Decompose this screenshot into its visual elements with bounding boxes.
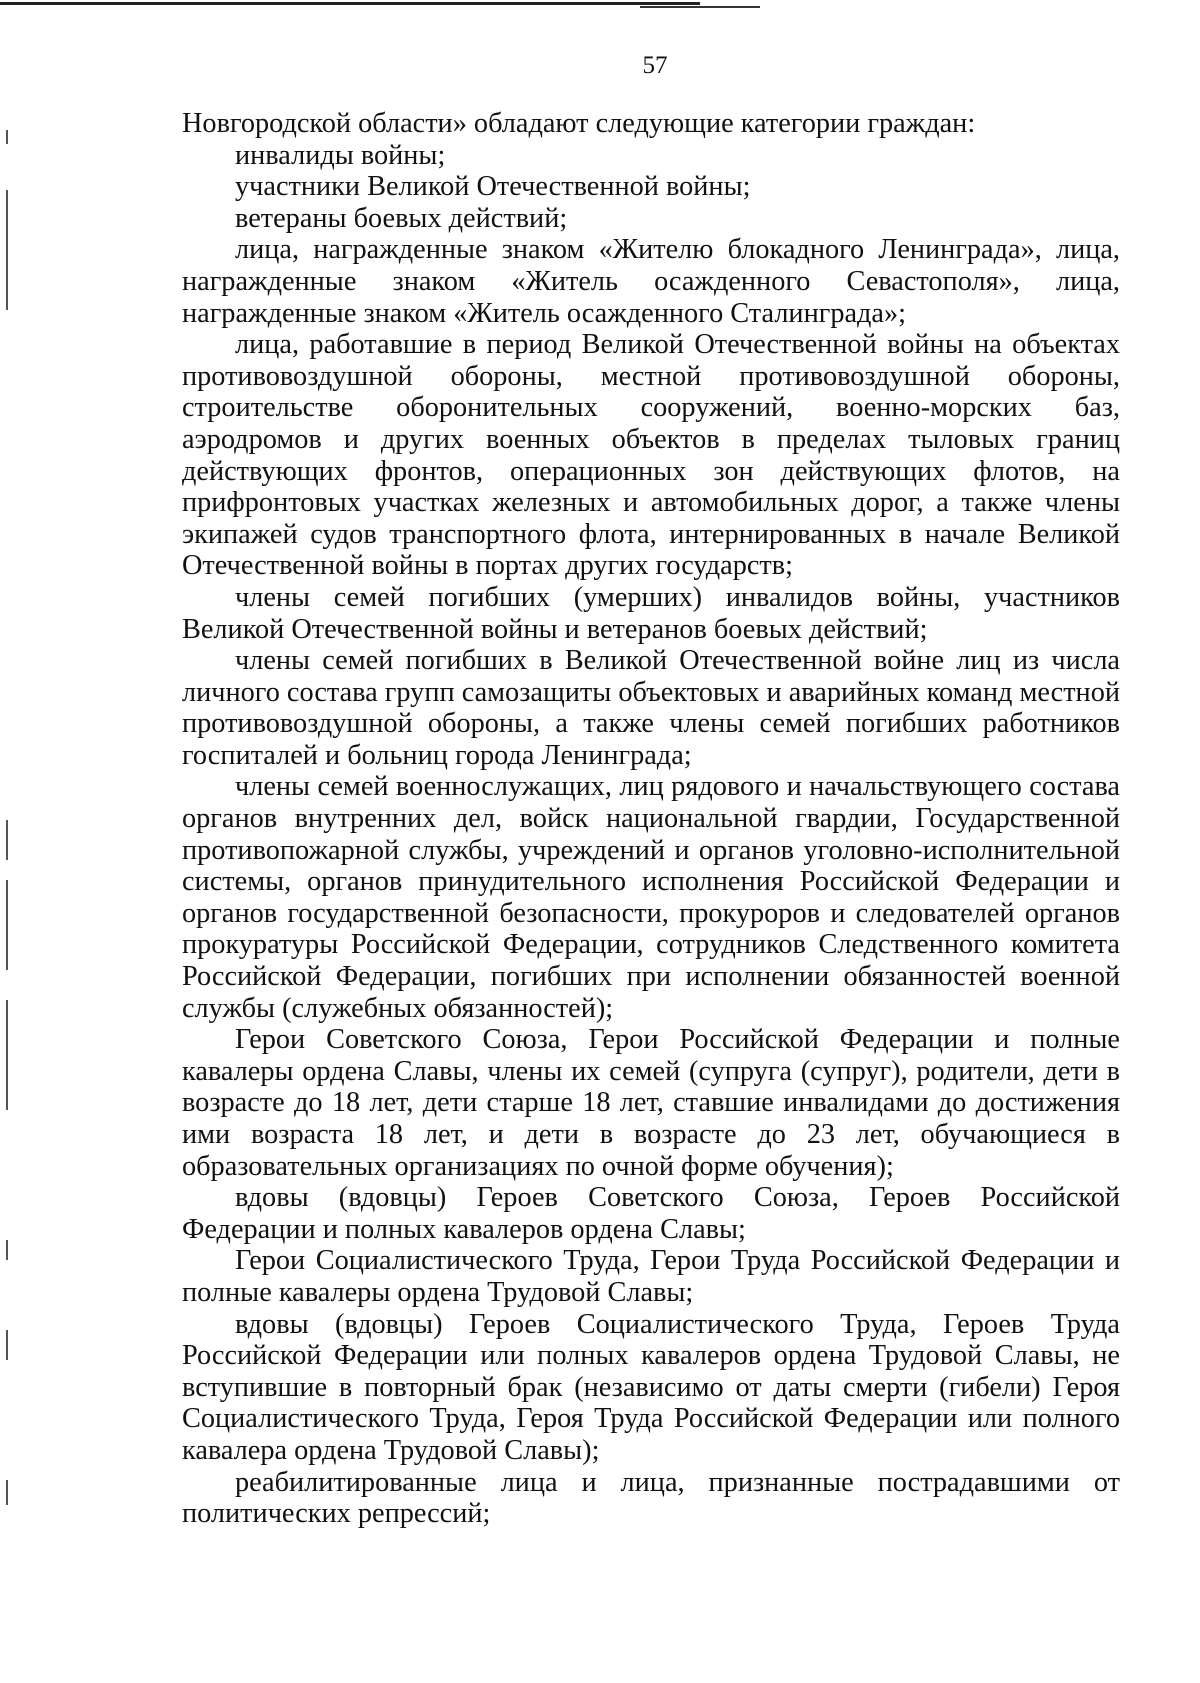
page-number: 57: [642, 52, 668, 79]
scan-top-rule-fragment: [640, 6, 760, 8]
paragraph-intro: Новгородской области» обладают следующие категории граждан:: [182, 108, 976, 139]
list-item-combat-veterans: ветераны боевых действий;: [235, 202, 568, 234]
list-item-siege-residents: лица, награжденные знаком «Жителю блокадного Ленинграда», лица, награжденные знаком «Житель осажденного Севастополя», лица, награжденные знаком «Житель осажденного Сталинграда»;: [182, 234, 1120, 329]
list-item-families-of-self-defense-groups: члены семей погибших в Великой Отечественной войне лиц из числа личного состава групп самозащиты объектовых и аварийных команд местной противовоздушной обороны, а также члены семей погибших работников госпиталей и больниц города Ленинграда;: [182, 645, 1120, 771]
list-item-widows-of-heroes: вдовы (вдовцы) Героев Советского Союза, Героев Российской Федерации и полных кавалеров ордена Славы;: [182, 1182, 1120, 1245]
list-item-rehabilitated-persons: реабилитированные лица и лица, признанные пострадавшими от политических репрессий;: [182, 1466, 1120, 1530]
scan-top-rule: [0, 2, 700, 5]
list-item-heroes-of-labour: Герои Социалистического Труда, Герои Труда Российской Федерации и полные кавалеры ордена Трудовой Славы;: [182, 1245, 1120, 1308]
document-body: [182, 108, 1120, 1530]
list-item-home-front-workers: лица, работавшие в период Великой Отечественной войны на объектах противовоздушной обороны, местной противовоздушной обороны, строительстве оборонительных сооружений, военно-морских баз, аэродромов и других военных объектов в пределах тыловых границ действующих фронтов, операционных зон действующих флотов, на прифронтовых участках железных и автомобильных дорог, а также члены экипажей судов транспортного флота, интернированных в начале Великой Отечественной войны в портах других государств;: [182, 329, 1120, 582]
list-item-war-participants: участники Великой Отечественной войны;: [235, 171, 751, 203]
list-item-families-of-servicemen: члены семей военнослужащих, лиц рядового и начальствующего состава органов внутренних дел, войск национальной гвардии, Государственной противопожарной службы, учреждений и органов уголовно-исполнительной системы, органов принудительного исполнения Российской Федерации и органов государственной безопасности, прокуроров и следователей органов прокуратуры Российской Федерации, сотрудников Следственного комитета Российской Федерации, погибших при исполнении обязанностей военной службы (служебных обязанностей);: [182, 771, 1120, 1024]
list-item-widows-of-labour-heroes: вдовы (вдовцы) Героев Социалистического Труда, Героев Труда Российской Федерации или полных кавалеров ордена Трудовой Славы, не вступившие в повторный брак (независимо от даты смерти (гибели) Героя Социалистического Труда, Героя Труда Российской Федерации или полного кавалера ордена Трудовой Славы);: [182, 1308, 1120, 1466]
scan-left-edge-marks: [4, 0, 12, 1683]
list-item-war-invalids: инвалиды войны;: [235, 139, 446, 171]
list-item-families-of-deceased-invalids: члены семей погибших (умерших) инвалидов войны, участников Великой Отечественной войны и ветеранов боевых действий;: [182, 581, 1120, 645]
list-item-heroes-and-families: Герои Советского Союза, Герои Российской Федерации и полные кавалеры ордена Славы, члены их семей (супруга (супруг), родители, дети в возрасте до 18 лет, дети старше 18 лет, ставшие инвалидами до достижения ими возраста 18 лет, и дети в возрасте до 23 лет, обучающиеся в образовательных организациях по очной форме обучения);: [182, 1024, 1120, 1182]
